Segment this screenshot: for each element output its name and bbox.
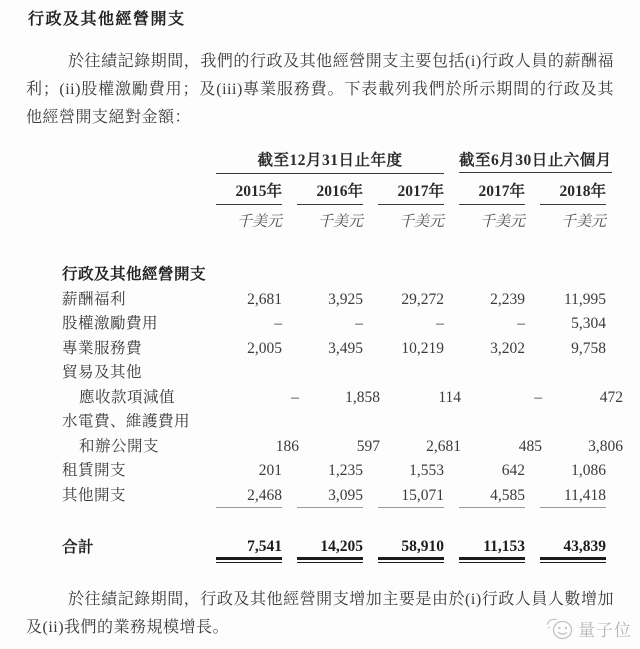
table-row (62, 410, 640, 435)
table-row (62, 312, 640, 337)
cell-value: 642 (501, 462, 525, 479)
cell-value (540, 361, 606, 386)
year-header: 2018年 (540, 180, 606, 205)
cell-value: 3,806 (588, 437, 623, 455)
cell-value: 597 (356, 437, 380, 455)
label-column-spacer (62, 210, 201, 236)
table-row (62, 288, 640, 313)
cell-value: – (436, 315, 444, 332)
section-header-row (62, 263, 640, 288)
year-header: 2017年 (459, 180, 525, 205)
cell-value (297, 361, 363, 386)
unit-label: 千美元 (398, 214, 444, 230)
cell-value: 1,858 (345, 388, 380, 406)
cell-value (459, 361, 525, 386)
total-value: 14,205 (297, 537, 363, 560)
total-label: 合計 (62, 539, 95, 556)
year-header-row (62, 174, 640, 205)
unit-label: 千美元 (479, 214, 525, 230)
row-label: 和辦公開支 (79, 437, 160, 455)
cell-value (216, 361, 282, 386)
total-row (62, 537, 640, 562)
table-row (62, 361, 640, 386)
cell-value (540, 410, 606, 435)
column-group-interim (459, 150, 612, 174)
cell-value (378, 361, 444, 386)
row-label: 水電費、維護費用 (62, 413, 191, 430)
unit-label: 千美元 (560, 214, 606, 230)
unit-row (62, 205, 640, 236)
intro-paragraph: 於往績記錄期間，我們的行政及其他經營開支主要包括(i)行政人員的薪酬福利；(ii)股權激勵費用；及(iii)專業服務費。下表載列我們於所示期間的行政及其他經營開支絕對金額： (26, 53, 614, 126)
table-row (62, 386, 640, 411)
cell-value: 2,468 (216, 484, 282, 509)
cell-value: 472 (599, 388, 623, 406)
cell-value (459, 410, 525, 435)
cell-value: – (355, 315, 363, 332)
qbitai-smiley-icon (545, 616, 575, 641)
total-value: 11,153 (459, 537, 525, 560)
row-label: 租賃開支 (62, 462, 127, 479)
table-row (62, 484, 640, 509)
cell-value: 5,304 (571, 315, 606, 332)
cell-value: 485 (518, 437, 542, 455)
cell-value: 114 (438, 388, 461, 406)
row-label: 薪酬福利 (62, 290, 127, 308)
cell-value: 3,095 (297, 484, 363, 509)
cell-value: 9,758 (571, 339, 606, 357)
year-header: 2016年 (297, 180, 363, 205)
year-header: 2017年 (378, 180, 444, 205)
cell-value: 2,239 (490, 290, 525, 308)
cell-value: 29,272 (401, 290, 444, 308)
row-label: 專業服務費 (62, 339, 143, 357)
cell-value: – (291, 388, 299, 406)
total-value: 58,910 (378, 537, 444, 560)
year-header: 2015年 (216, 180, 282, 205)
column-group-interim-label: 截至6月30日止六個月 (459, 150, 612, 173)
table-row (62, 435, 640, 460)
cell-value: 11,418 (540, 484, 606, 509)
cell-value: 201 (258, 462, 282, 479)
unit-label: 千美元 (317, 214, 363, 230)
cell-value: 1,086 (571, 462, 606, 479)
total-value: 43,839 (540, 537, 606, 560)
cell-value: 3,495 (328, 339, 363, 357)
cell-value (216, 410, 282, 435)
watermark-text: 量子位 (578, 621, 632, 640)
watermark (545, 616, 632, 641)
cell-value: 2,681 (426, 437, 461, 455)
table-row (62, 459, 640, 484)
total-value: 7,541 (216, 537, 282, 560)
page-title: 行政及其他經營開支 (28, 11, 186, 28)
cell-value: – (517, 315, 525, 332)
cell-value: – (534, 388, 542, 406)
closing-paragraph: 於往績記錄期間，行政及其他經營開支增加主要是由於(i)行政人員人數增加及(ii)我們的業務規模增長。 (26, 591, 614, 636)
cell-value: 3,925 (328, 290, 363, 308)
cell-value: 1,553 (409, 462, 444, 479)
cell-value: 3,202 (490, 339, 525, 357)
row-label: 應收款項減值 (79, 388, 176, 406)
cell-value: 11,995 (563, 290, 606, 308)
cell-value: 1,235 (328, 462, 363, 479)
cell-value: 186 (275, 437, 299, 455)
cell-value: 2,681 (247, 290, 282, 308)
cell-value (297, 410, 363, 435)
label-column-spacer (62, 150, 201, 174)
row-label: 股權激勵費用 (62, 315, 159, 332)
column-group-row (62, 150, 640, 174)
cell-value (378, 410, 444, 435)
row-label: 其他開支 (62, 486, 127, 504)
column-group-annual: 截至12月31日止年度 (216, 150, 444, 174)
section-header: 行政及其他經營開支 (62, 266, 207, 283)
table-row (62, 337, 640, 362)
cell-value: – (274, 315, 282, 332)
table-body (62, 288, 640, 509)
cell-value: 2,005 (247, 339, 282, 357)
row-label: 貿易及其他 (62, 364, 143, 381)
unit-label: 千美元 (236, 214, 282, 230)
expenses-table (62, 150, 640, 562)
cell-value: 4,585 (459, 484, 525, 509)
cell-value: 15,071 (378, 484, 444, 509)
cell-value: 10,219 (401, 339, 444, 357)
